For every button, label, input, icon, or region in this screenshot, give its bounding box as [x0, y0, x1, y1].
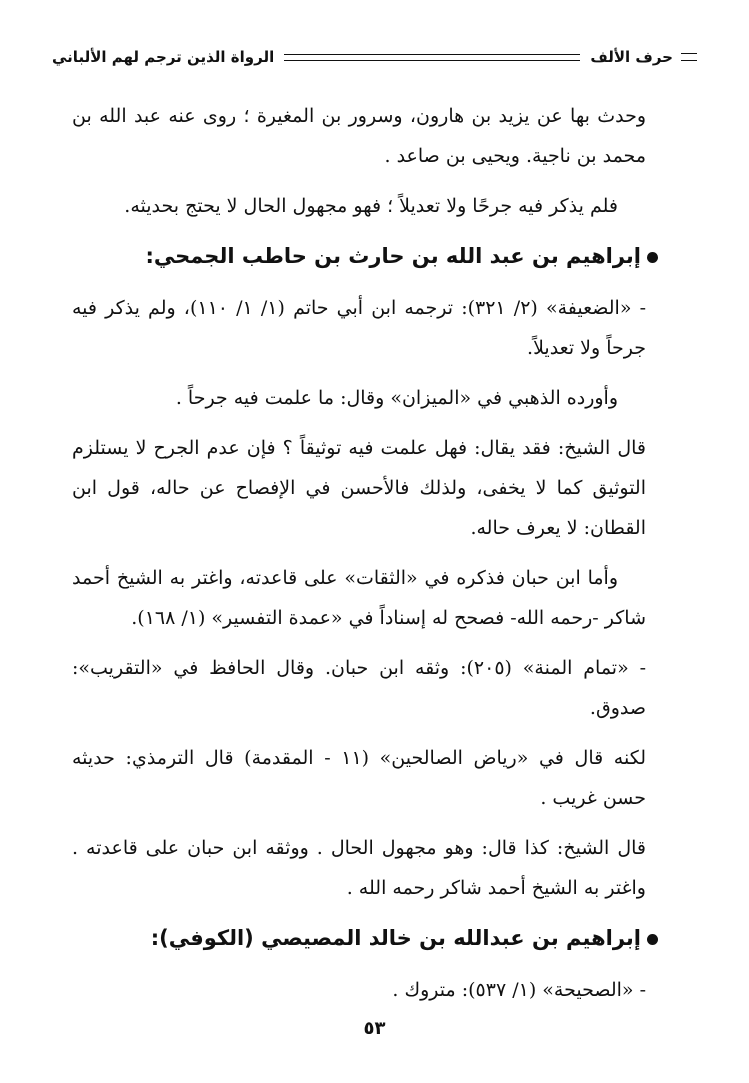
paragraph: قال الشيخ: كذا قال: وهو مجهول الحال . ووثقه ابن حبان على قاعدته . واغتر به الشيخ أحمد شاكر رحمه الله . [72, 837, 646, 899]
paragraph: فلم يذكر فيه جرحًا ولا تعديلاً ؛ فهو مجهول الحال لا يحتج بحديثه. [124, 195, 618, 217]
paragraph: وأورده الذهبي في «الميزان» وقال: ما علمت فيه جرحاً . [175, 387, 618, 409]
page-body [72, 96, 646, 1020]
entry-heading [72, 918, 658, 958]
running-header [52, 40, 697, 74]
paragraph: - «الصحيحة» (١/ ٥٣٧): متروك . [392, 979, 646, 1001]
entry-heading-text: إبراهيم بن عبدالله بن خالد المصيصي (الكوفي): [150, 926, 641, 950]
paragraph: - «الضعيفة» (٢/ ٣٢١): ترجمه ابن أبي حاتم (١/ ١/ ١١٠)، ولم يذكر فيه جرحاً ولا تعديلاً. [72, 297, 646, 359]
header-rule [284, 54, 580, 61]
entry-heading [72, 236, 658, 276]
paragraph: وأما ابن حبان فذكره في «الثقات» على قاعدته، واغتر به الشيخ أحمد شاكر -رحمه الله- فصحح له إسناداً في «عمدة التفسير» (١/ ١٦٨). [72, 567, 646, 629]
entry-heading-text: إبراهيم بن عبد الله بن حارث بن حاطب الجمحي: [145, 244, 641, 268]
header-dash-ornament [681, 53, 697, 61]
bullet-icon [647, 252, 658, 263]
bullet-icon [647, 934, 658, 945]
paragraph: وحدث بها عن يزيد بن هارون، وسرور بن المغيرة ؛ روى عنه عبد الله بن محمد بن ناجية. ويحيى بن صاعد . [72, 105, 646, 167]
paragraph: لكنه قال في «رياض الصالحين» (١١ - المقدمة) قال الترمذي: حديثه حسن غريب . [72, 747, 647, 809]
book-title: الرواة الذين ترجم لهم الألباني [52, 48, 275, 66]
paragraph: قال الشيخ: فقد يقال: فهل علمت فيه توثيقاً ؟ فإن عدم الجرح لا يستلزم التوثيق كما لا يخفى، ولذلك فالأحسن في الإفصاح عن حاله، قول ابن القطان: لا يعرف حاله. [72, 437, 646, 539]
chapter-title: حرف الألف [590, 48, 673, 66]
page-number: ٥٣ [363, 1018, 386, 1039]
paragraph: - «تمام المنة» (٢٠٥): وثقه ابن حبان. وقال الحافظ في «التقريب»: صدوق. [72, 657, 646, 719]
